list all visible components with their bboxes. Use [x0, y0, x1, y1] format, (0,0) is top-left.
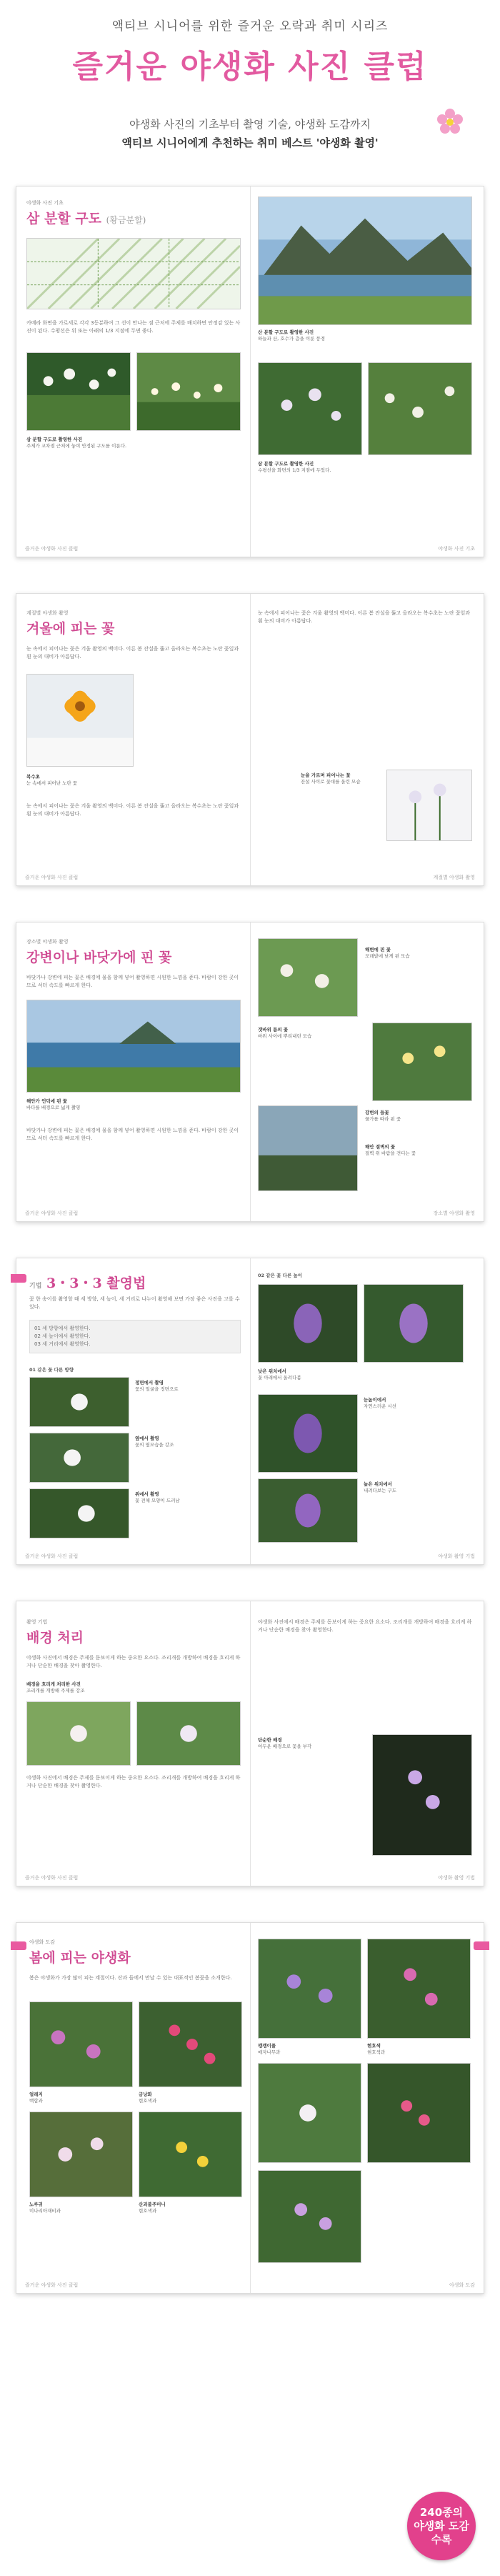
kicker: 야생화 사진 기초 [26, 200, 64, 206]
badge-line2: 야생화 도감 [414, 2520, 469, 2532]
caption-title: 삼 분할 구도로 촬영한 사진 [26, 437, 83, 442]
book-title: 즐거운 야생화 사진 클럽 [72, 49, 428, 85]
caption-6 [367, 2043, 471, 2056]
caption-title: 옆에서 촬영 [135, 1436, 159, 1441]
photo-grid-diagram [26, 238, 241, 309]
badge-line1: 240종의 [419, 2506, 464, 2519]
page-footer-left: 즐거운 야생화 사진 클럽 [25, 1210, 79, 1216]
photo-riverside [258, 1105, 358, 1191]
caption-text: 자연스러운 시선 [364, 1403, 397, 1409]
caption-2 [365, 947, 472, 960]
chapter-tag: 기법 [29, 1283, 42, 1290]
chapter-title-text: 3・3・3 촬영법 [46, 1275, 146, 1291]
body-text: 봄은 야생화가 가장 많이 피는 계절이다. 산과 들에서 만날 수 있는 대표적인 봄꽃을 소개한다. [29, 1975, 232, 1981]
chapter-title [26, 208, 241, 227]
subheading-right: 02 같은 꽃 다른 높이 [258, 1273, 303, 1278]
page-footer-left: 즐거운 야생화 사진 클럽 [25, 875, 79, 880]
caption-title: 갯바위 틈의 꽃 [258, 1027, 289, 1033]
caption-2 [135, 1436, 242, 1448]
spread-composition [16, 186, 484, 557]
photo-spring-1 [29, 2001, 133, 2087]
caption-text: 수평선을 화면의 1/3 지점에 두었다. [258, 467, 331, 473]
kicker: 촬영 기법 [26, 1619, 48, 1625]
caption-title: 정면에서 촬영 [135, 1380, 164, 1386]
spread-winter [16, 593, 484, 886]
caption-text: 주제가 교차점 근처에 놓여 안정된 구도를 이룬다. [26, 443, 127, 449]
caption-text: 눈 속에서 피어난 노란 꽃 [26, 780, 78, 786]
caption-2 [258, 1737, 365, 1750]
spread-spring [16, 1922, 484, 2294]
caption-text: 물가를 따라 핀 꽃 [365, 1116, 401, 1122]
caption-text: 꽃의 얼굴을 정면으로 [135, 1386, 179, 1392]
rules-box [29, 1320, 241, 1353]
photo-island [26, 1000, 241, 1093]
gutter [250, 594, 251, 885]
kicker: 계절별 야생화 촬영 [26, 610, 69, 616]
hero-description [0, 115, 500, 152]
page-footer-right: 장소별 야생화 촬영 [433, 1210, 475, 1216]
series-label: 액티브 시니어를 위한 즐거운 오락과 취미 시리즈 [111, 19, 389, 34]
photo-blur-1 [26, 1701, 131, 1766]
photo-spring-8 [367, 2063, 471, 2163]
photo-spring-9 [258, 2170, 361, 2263]
caption-text: 모래밭에 낮게 핀 모습 [365, 953, 410, 959]
photo-white-flower-3 [29, 1488, 129, 1538]
caption-title: 삼 분할 구도로 촬영한 사진 [258, 461, 314, 467]
caption-title: 해안가 언덕에 핀 꽃 [26, 1098, 68, 1104]
section-flag [11, 1274, 26, 1283]
rule-3: 03 세 거리에서 촬영한다. [34, 1341, 91, 1347]
rule-1: 01 세 방향에서 촬영한다. [34, 1326, 91, 1331]
photo-mountain-lake [258, 197, 472, 325]
caption-text: 바위 사이에 뿌리내린 모습 [258, 1033, 312, 1039]
page-footer-right: 계절별 야생화 촬영 [433, 875, 475, 880]
caption-text: 조리개를 개방해 주제를 강조 [26, 1688, 85, 1694]
caption-text: 현호색과 [139, 2208, 157, 2214]
caption-text: 현호색과 [139, 2098, 157, 2104]
caption-4 [258, 1368, 472, 1381]
caption-title: 낮은 위치에서 [258, 1368, 286, 1374]
caption-title: 해안 절벽의 꽃 [365, 1144, 396, 1150]
chapter-title [29, 1273, 244, 1292]
caption-title: 복수초 [26, 774, 40, 780]
caption-1 [29, 2092, 133, 2104]
photo-spring-4 [139, 2112, 242, 2197]
body-text: 바닷가나 강변에 피는 꽃은 배경에 물을 함께 넣어 촬영하면 시원한 느낌을 준다. 바람이 강한 곳이므로 셔터 속도를 빠르게 한다. [26, 975, 239, 988]
spread-background [16, 1601, 484, 1886]
caption-5 [258, 2043, 361, 2056]
caption-text: 백합과 [29, 2098, 43, 2104]
photo-spring-2 [139, 2001, 242, 2087]
body-text: 눈 속에서 피어나는 꽃은 겨울 촬영의 백미다. 이른 봄 잔설을 뚫고 올라오는 복수초는 노란 꽃잎과 흰 눈의 대비가 아름답다. [26, 646, 239, 660]
gutter [250, 1258, 251, 1564]
caption-text: 어두운 배경으로 꽃을 부각 [258, 1744, 312, 1749]
section-flag [11, 1941, 26, 1950]
caption-5 [365, 1144, 472, 1157]
body-text: 꽃 한 송이를 촬영할 때 세 방향, 세 높이, 세 거리로 나누어 촬영해 보면 가장 좋은 사진을 고를 수 있다. [29, 1296, 240, 1310]
caption-3 [135, 1491, 242, 1504]
caption-text: 절벽 위 바람을 견디는 꽃 [365, 1150, 416, 1156]
photo-white-flower-2 [29, 1433, 129, 1483]
photo-bellflower-4 [258, 1478, 358, 1543]
photo-bellflower-2 [364, 1284, 464, 1363]
caption-title: 눈을 가르며 피어나는 꽃 [301, 772, 351, 778]
caption-1 [26, 1098, 241, 1111]
chapter-title: 배경 처리 [26, 1630, 84, 1646]
page-footer-right: 야생화 촬영 기법 [438, 1875, 475, 1881]
caption-title: 산 분할 구도로 촬영한 사진 [258, 329, 314, 335]
caption-text: 잔설 사이로 꽃대를 올린 모습 [301, 779, 361, 785]
caption-title: 위에서 촬영 [135, 1491, 159, 1497]
photo-adonis [26, 674, 134, 767]
page-footer-right: 야생화 촬영 기법 [438, 1553, 475, 1559]
body-text-3: 야생화 사진에서 배경은 주제를 돋보이게 하는 중요한 요소다. 조리개를 개방하여 배경을 흐리게 하거나 단순한 배경을 찾아 촬영한다. [258, 1619, 472, 1633]
caption-text: 미나리아재비과 [29, 2208, 61, 2214]
gutter [250, 923, 251, 1221]
hero [0, 0, 500, 186]
caption-title: 배경을 흐리게 처리한 사진 [26, 1681, 81, 1687]
gutter [250, 1601, 251, 1886]
caption-4 [139, 2202, 242, 2214]
kicker: 야생화 도감 [29, 1939, 56, 1945]
photo-spring-6 [367, 1939, 471, 2039]
species-count-badge [407, 2492, 476, 2560]
caption-title: 높은 위치에서 [364, 1481, 392, 1487]
photo-dark-bg [372, 1734, 472, 1856]
caption-title: 노루귀 [29, 2202, 43, 2207]
caption-title: 산괴불주머니 [139, 2202, 166, 2207]
caption-3 [258, 461, 472, 474]
caption-title: 깽깽이풀 [258, 2043, 276, 2049]
gutter [250, 187, 251, 557]
caption-text: 하늘과 산, 호수가 층을 이룬 풍경 [258, 336, 326, 342]
caption-3 [258, 1027, 365, 1040]
subheading-left: 01 같은 꽃 다른 방향 [29, 1367, 74, 1373]
page-footer-left: 즐거운 야생화 사진 클럽 [25, 546, 79, 552]
chapter-title-sub: (황금분할) [106, 215, 146, 225]
body-text: 야생화 사진에서 배경은 주제를 돋보이게 하는 중요한 요소다. 조리개를 개방하여 배경을 흐리게 하거나 단순한 배경을 찾아 촬영한다. [26, 1655, 241, 1669]
caption-title: 금낭화 [139, 2092, 152, 2097]
photo-snow-flower [386, 770, 472, 841]
chapter-title: 강변이나 바닷가에 핀 꽃 [26, 950, 172, 965]
flower-icon [436, 107, 464, 136]
photo-spring-5 [258, 1939, 361, 2039]
photo-bellflower-3 [258, 1394, 358, 1473]
photo-white-flower-1 [29, 1377, 129, 1427]
body-text-2: 눈 속에서 피어나는 꽃은 겨울 촬영의 백미다. 이른 봄 잔설을 뚫고 올라오는 복수초는 노란 꽃잎과 흰 눈의 대비가 아름답다. [26, 803, 239, 817]
caption-title: 단순한 배경 [258, 1737, 282, 1743]
photo-spring-7 [258, 2063, 361, 2163]
photo-shore-flower [258, 938, 358, 1017]
hero-desc-line1: 야생화 사진의 기초부터 촬영 기술, 야생화 도감까지 [129, 118, 371, 131]
photo-flowers [26, 352, 131, 431]
caption-text: 내려다보는 구도 [364, 1488, 397, 1493]
page-footer-left: 즐거운 야생화 사진 클럽 [25, 2282, 79, 2288]
caption-4 [365, 1110, 472, 1123]
kicker: 장소별 야생화 촬영 [26, 939, 69, 945]
gutter [250, 1923, 251, 2293]
photo-rock-flower [372, 1023, 472, 1101]
badge-line3: 수록 [431, 2533, 452, 2546]
caption-2 [139, 2092, 242, 2104]
photo-spring-3 [29, 2112, 133, 2197]
spread-333 [16, 1258, 484, 1565]
chapter-title: 겨울에 피는 꽃 [26, 621, 115, 637]
caption-title: 현호색 [367, 2043, 381, 2049]
caption-1 [26, 774, 134, 787]
caption-1 [26, 437, 241, 449]
caption-text: 꽃 전체 모양이 드러남 [135, 1498, 180, 1503]
chapter-title: 봄에 피는 야생화 [29, 1950, 131, 1966]
photo-bellflower-1 [258, 1284, 358, 1363]
body-text-3: 눈 속에서 피어나는 꽃은 겨울 촬영의 백미다. 이른 봄 잔설을 뚫고 올라오는 복수초는 노란 꽃잎과 흰 눈의 대비가 아름답다. [258, 610, 471, 624]
chapter-title-text: 삼 분할 구도 [26, 211, 101, 227]
caption-1 [135, 1380, 242, 1393]
caption-1 [26, 1681, 241, 1694]
caption-text: 바다를 배경으로 넓게 촬영 [26, 1105, 81, 1110]
photo-field-1 [258, 362, 362, 455]
page-footer-left: 즐거운 야생화 사진 클럽 [25, 1875, 79, 1881]
caption-text: 매자나무과 [258, 2049, 281, 2055]
body-text-2: 바닷가나 강변에 피는 꽃은 배경에 물을 함께 넣어 촬영하면 시원한 느낌을 준다. 바람이 강한 곳이므로 셔터 속도를 빠르게 한다. [26, 1128, 239, 1141]
caption-title: 해변에 핀 꽃 [365, 947, 391, 953]
section-flag-right [474, 1941, 489, 1950]
hero-desc-line2: 액티브 시니어에게 추천하는 취미 베스트 '야생화 촬영' [121, 136, 379, 149]
photo-meadow [136, 352, 241, 431]
photo-field-2 [368, 362, 472, 455]
body-text: 카메라 화면을 가로세로 각각 3등분하여 그 선이 만나는 점 근처에 주제를 배치하면 안정감 있는 사진이 된다. 수평선은 위 또는 아래의 1/3 지점에 두면 좋다. [26, 320, 241, 334]
caption-text: 현호색과 [367, 2049, 386, 2055]
caption-2 [258, 329, 472, 342]
spread-seaside [16, 922, 484, 1222]
page-footer-left: 즐거운 야생화 사진 클럽 [25, 1553, 79, 1559]
caption-text: 꽃 아래에서 올려다봄 [258, 1375, 301, 1381]
caption-5 [364, 1397, 471, 1410]
page-footer-right: 야생화 도감 [449, 2282, 475, 2288]
body-text-2: 야생화 사진에서 배경은 주제를 돋보이게 하는 중요한 요소다. 조리개를 개방하여 배경을 흐리게 하거나 단순한 배경을 찾아 촬영한다. [26, 1775, 241, 1789]
caption-6 [364, 1481, 471, 1494]
caption-2 [301, 772, 379, 785]
caption-title: 강변의 들꽃 [365, 1110, 389, 1115]
caption-text: 꽃의 옆모습을 강조 [135, 1442, 174, 1448]
page-footer-right: 야생화 사진 기초 [438, 546, 475, 552]
caption-3 [29, 2202, 133, 2214]
caption-title: 눈높이에서 [364, 1397, 386, 1403]
rule-2: 02 세 높이에서 촬영한다. [34, 1333, 91, 1339]
photo-blur-2 [136, 1701, 241, 1766]
caption-title: 얼레지 [29, 2092, 43, 2097]
